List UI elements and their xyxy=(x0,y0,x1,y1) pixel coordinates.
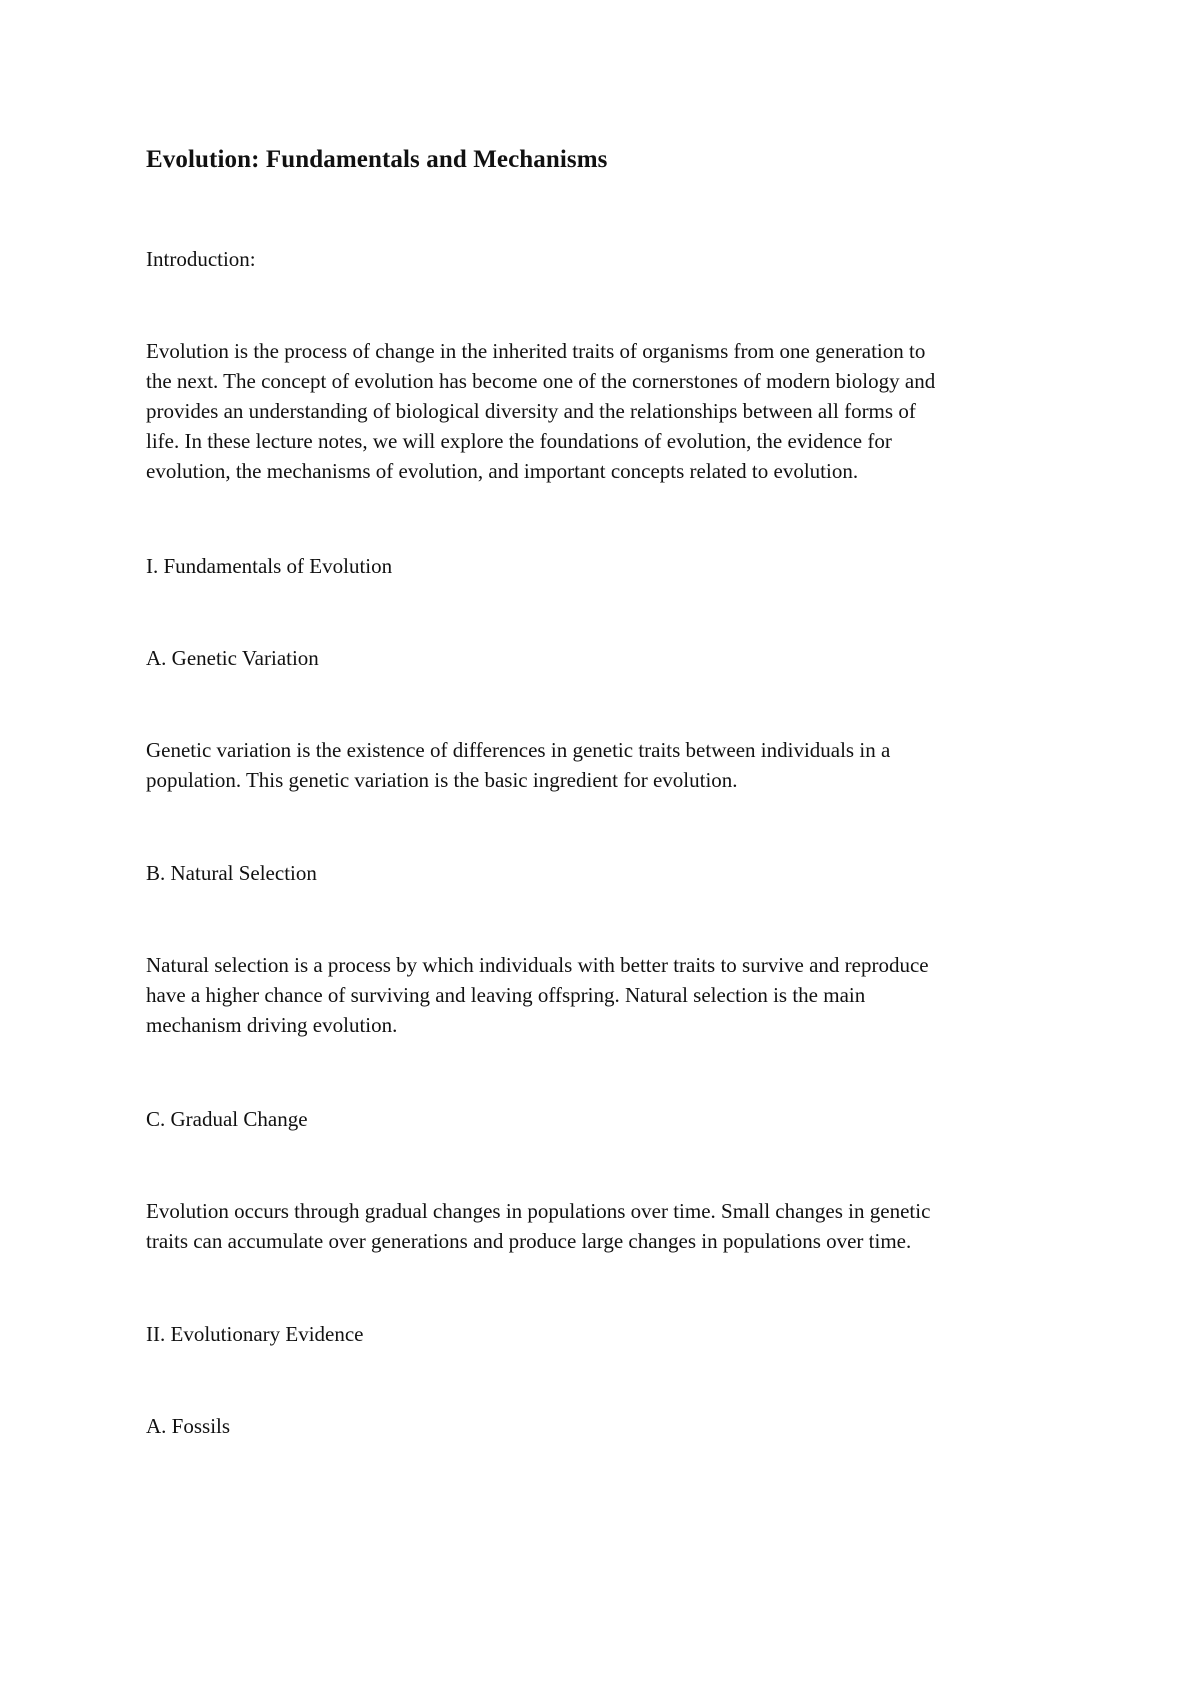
paragraph-line: evolution, the mechanisms of evolution, and important concepts related to evolution. xyxy=(146,459,859,483)
intro-label: Introduction: xyxy=(146,247,256,271)
section-1-heading: I. Fundamentals of Evolution xyxy=(146,554,393,578)
section-1c-heading: C. Gradual Change xyxy=(146,1107,308,1131)
paragraph-line: Natural selection is a process by which individuals with better traits to survive and reproduce xyxy=(146,953,929,977)
paragraph-line: population. This genetic variation is the basic ingredient for evolution. xyxy=(146,768,738,792)
paragraph-line: the next. The concept of evolution has become one of the cornerstones of modern biology and xyxy=(146,369,936,393)
paragraph-line: mechanism driving evolution. xyxy=(146,1013,398,1037)
section-2a-heading: A. Fossils xyxy=(146,1414,231,1438)
document-title: Evolution: Fundamentals and Mechanisms xyxy=(146,146,608,173)
section-1a-heading: A. Genetic Variation xyxy=(146,646,319,670)
natural-selection-paragraph xyxy=(146,950,1076,1040)
genetic-variation-paragraph xyxy=(146,735,1076,795)
section-2-heading: II. Evolutionary Evidence xyxy=(146,1322,364,1346)
paragraph-line: Evolution occurs through gradual changes in populations over time. Small changes in genetic xyxy=(146,1199,931,1223)
paragraph-line: life. In these lecture notes, we will explore the foundations of evolution, the evidence for xyxy=(146,429,892,453)
paragraph-line: provides an understanding of biological diversity and the relationships between all forms of xyxy=(146,399,916,423)
paragraph-line: traits can accumulate over generations and produce large changes in populations over time. xyxy=(146,1229,912,1253)
section-1b-heading: B. Natural Selection xyxy=(146,861,317,885)
gradual-change-paragraph xyxy=(146,1196,1076,1256)
paragraph-line: have a higher chance of surviving and leaving offspring. Natural selection is the main xyxy=(146,983,866,1007)
intro-paragraph xyxy=(146,336,1076,486)
paragraph-line: Genetic variation is the existence of differences in genetic traits between individuals in a xyxy=(146,738,891,762)
paragraph-line: Evolution is the process of change in the inherited traits of organisms from one generation to xyxy=(146,339,926,363)
